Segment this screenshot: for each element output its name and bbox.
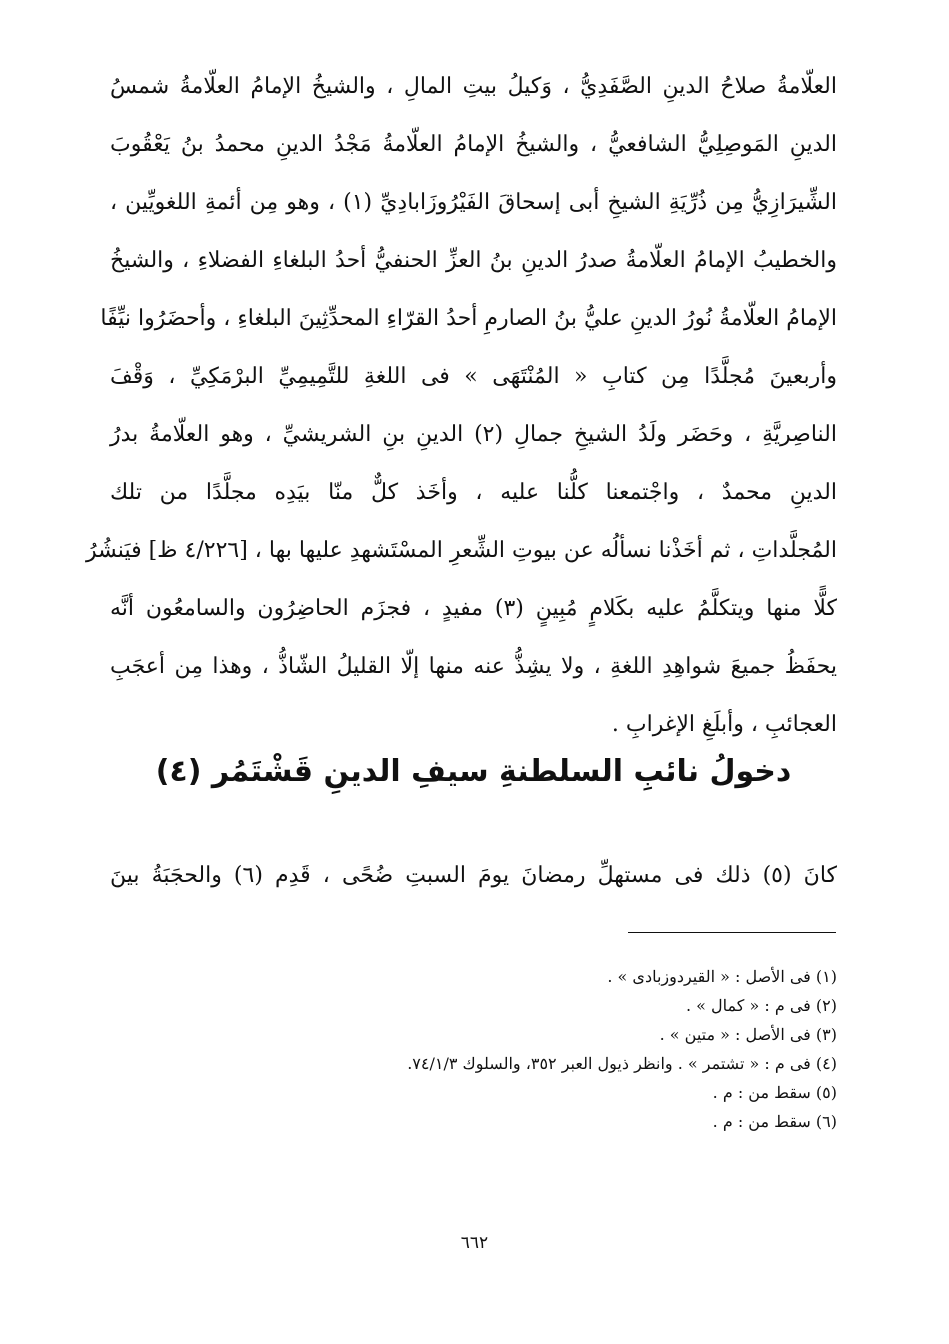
footnote-separator: [628, 932, 836, 933]
text-line: العلّامةُ صلاحُ الدينِ الصَّفَدِيُّ ، وَكيلُ بيتِ المالِ ، والشيخُ الإمامُ العلّامةُ شمسُ: [110, 74, 837, 99]
footnote: (٣) فى الأصل : « متين » .: [659, 1025, 837, 1044]
text-line: الناصِريَّةِ ، وحَضَر ولَدُ الشيخِ جمالِ (٢) الدينِ بنِ الشريشيِّ ، وهو العلّامةُ بدرُ: [110, 422, 837, 447]
page-number: ٦٦٢: [460, 1233, 489, 1253]
text-line: المُجلَّداتِ ، ثم أخَذْنا نسألُه عن بيوتِ الشِّعرِ المسْتَشهدِ عليها بها ، [٤/٢٢٦ ظ] فيَنشُرُ: [86, 538, 837, 563]
text-line: وأربعينَ مُجلَّدًا مِن كتابِ « المُنْتَهَى » فى اللغةِ للتَّمِيمِيِّ البرْمَكِيِّ ، وَقْفَ: [110, 364, 837, 389]
section-heading: دخولُ نائبِ السلطنةِ سيفِ الدينِ قَشْتَمُر (٤): [155, 754, 792, 789]
section-intro-line: كانَ (٥) ذلك فى مستهلِّ رمضانَ يومَ السبتِ ضُحًى ، قَدِم (٦) والحجَبَةُ بينَ: [110, 863, 837, 888]
text-line: كلًّا منها ويتكلَّمُ عليه بكَلامٍ مُبِينٍ (٣) مفيدٍ ، فجزَم الحاضِرُون والسامعُون أنَّه: [110, 596, 837, 621]
text-line: يحفَظُ جميعَ شواهِدِ اللغةِ ، ولا يشِذُّ عنه منها إلّا القليلُ الشّاذُّ ، وهذا مِن أعجَبِ: [110, 654, 837, 679]
footnote: (٥) سقط من : م .: [712, 1083, 837, 1102]
text-line: الشِّيرَازِيُّ مِن ذُرِّيَةِ الشيخِ أبى إسحاقَ الفَيْرُوزَابادِيِّ (١) ، وهو مِن أئمةِ اللغويِّين ،: [110, 190, 837, 215]
main-text: [86, 58, 837, 754]
footnote: (٦) سقط من : م .: [712, 1112, 837, 1131]
text-line: والخطيبُ الإمامُ العلّامةُ صدرُ الدينِ بنُ العزِّ الحنفيُّ أحدُ البلغاءِ الفضلاءِ ، والشيخُ: [110, 248, 837, 273]
text-line: الإمامُ العلّامةُ نُورُ الدينِ عليُّ بنُ الصارمِ أحدُ القرّاءِ المحدِّثِينَ البلغاءِ ، وأحضَرُوا نيِّفًا: [100, 306, 837, 331]
text-line: الدينِ المَوصِلِيُّ الشافعيُّ ، والشيخُ الإمامُ العلّامةُ مَجْدُ الدينِ محمدُ بنُ يَعْقُوبَ: [110, 132, 837, 157]
footnote: (٤) فى م : « تشتمر » . وانظر ذيول العبر ٣٥٢، والسلوك ٧٤/١/٣.: [407, 1054, 837, 1073]
footnote: (١) فى الأصل : « القيردوزبادى » .: [607, 967, 837, 986]
footnotes: [110, 962, 837, 1136]
text-line: الدينِ محمدٌ ، واجْتمعنا كلُّنا عليه ، وأخَذ كلٌّ منّا بيَدِه مجلَّدًا من تلك: [110, 480, 837, 505]
text-line-last: العجائبِ ، وأبلَغِ الإغرابِ .: [611, 712, 837, 737]
footnote: (٢) فى م : « كمال » .: [686, 996, 837, 1015]
